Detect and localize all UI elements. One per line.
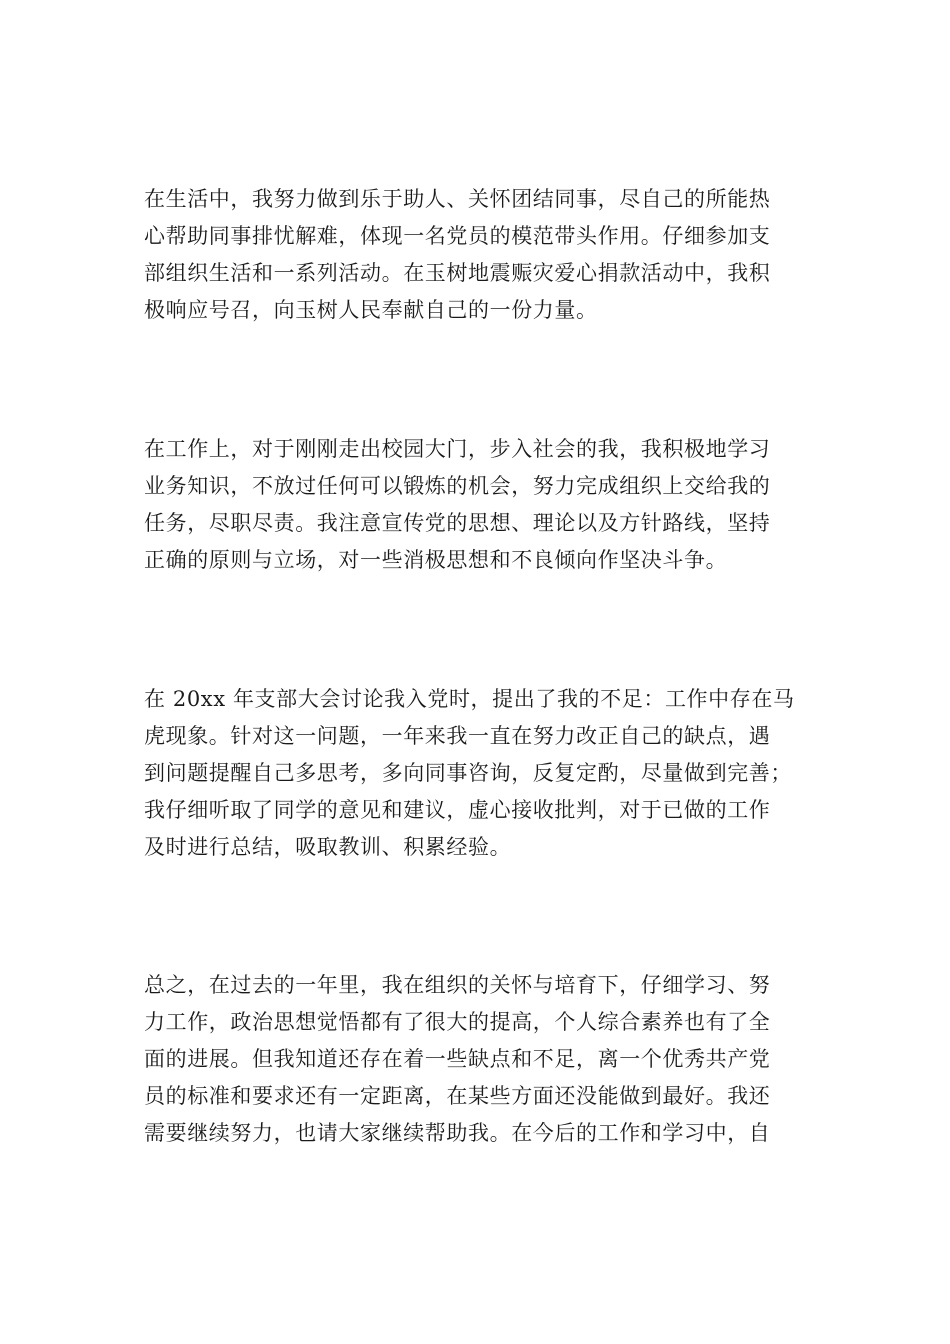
paragraph-line: 在 20xx 年支部大会讨论我入党时，提出了我的不足：工作中存在马 bbox=[144, 687, 795, 711]
paragraph-shortcomings bbox=[144, 681, 808, 866]
paragraph-line: 业务知识，不放过任何可以锻炼的机会，努力完成组织上交给我的 bbox=[144, 474, 771, 498]
paragraph-life bbox=[144, 181, 808, 329]
paragraph-summary bbox=[144, 967, 808, 1152]
paragraph-line: 部组织生活和一系列活动。在玉树地震赈灾爱心捐款活动中，我积 bbox=[144, 261, 771, 285]
paragraph-line: 面的进展。但我知道还存在着一些缺点和不足，离一个优秀共产党 bbox=[144, 1047, 771, 1071]
paragraph-line: 虎现象。针对这一问题，一年来我一直在努力改正自己的缺点，遇 bbox=[144, 724, 771, 748]
paragraph-line: 正确的原则与立场，对一些消极思想和不良倾向作坚决斗争。 bbox=[144, 548, 728, 572]
paragraph-line: 员的标准和要求还有一定距离，在某些方面还没能做到最好。我还 bbox=[144, 1084, 771, 1108]
paragraph-line: 任务，尽职尽责。我注意宣传党的思想、理论以及方针路线，坚持 bbox=[144, 511, 771, 535]
paragraph-line: 力工作，政治思想觉悟都有了很大的提高，个人综合素养也有了全 bbox=[144, 1010, 771, 1034]
paragraph-line: 总之，在过去的一年里，我在组织的关怀与培育下，仔细学习、努 bbox=[144, 973, 771, 997]
paragraph-work bbox=[144, 431, 808, 579]
paragraph-line: 我仔细听取了同学的意见和建议，虚心接收批判，对于已做的工作 bbox=[144, 798, 771, 822]
paragraph-line: 心帮助同事排忧解难，体现一名党员的模范带头作用。仔细参加支 bbox=[144, 224, 771, 248]
paragraph-line: 在生活中，我努力做到乐于助人、关怀团结同事，尽自己的所能热 bbox=[144, 187, 771, 211]
paragraph-line: 需要继续努力，也请大家继续帮助我。在今后的工作和学习中，自 bbox=[144, 1121, 771, 1145]
paragraph-line: 及时进行总结，吸取教训、积累经验。 bbox=[144, 835, 512, 859]
paragraph-line: 在工作上，对于刚刚走出校园大门，步入社会的我，我积极地学习 bbox=[144, 437, 771, 461]
paragraph-line: 到问题提醒自己多思考，多向同事咨询，反复定酌，尽量做到完善； bbox=[144, 761, 792, 785]
paragraph-line: 极响应号召，向玉树人民奉献自己的一份力量。 bbox=[144, 298, 598, 322]
